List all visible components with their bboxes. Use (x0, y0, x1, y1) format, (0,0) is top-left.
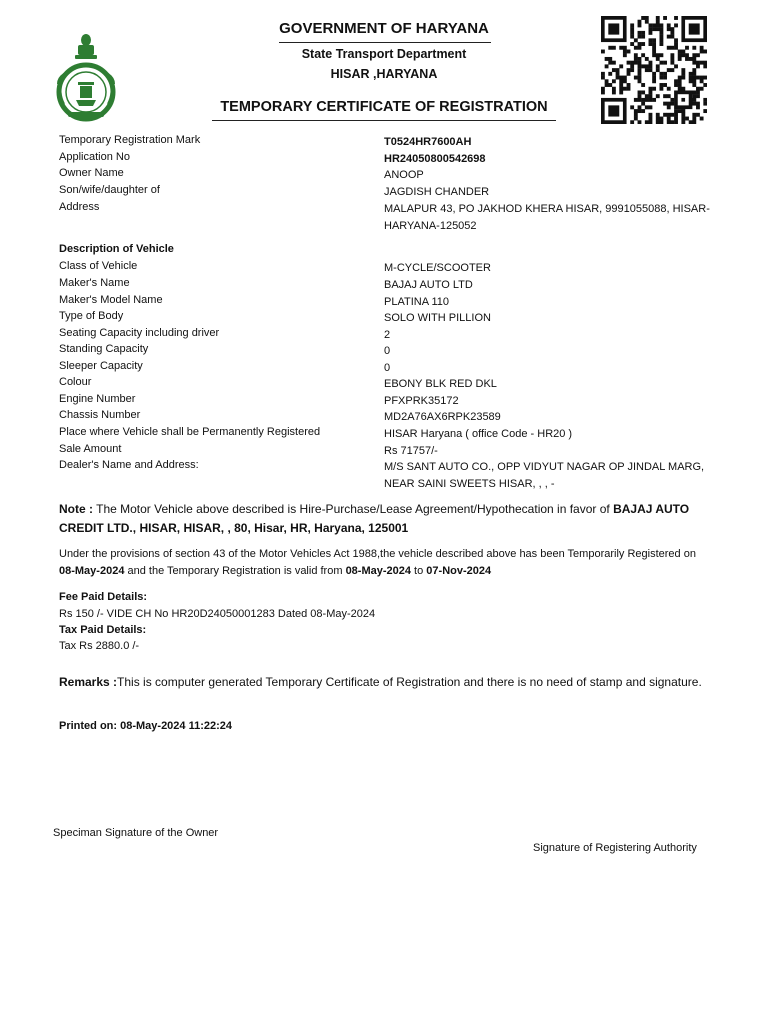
vehicle-detail-value: 0 (384, 345, 391, 357)
owner-detail-label: Application No (59, 151, 130, 163)
department-name: State Transport Department (301, 47, 467, 61)
vehicle-detail-value: PFXPRK35172 (384, 395, 459, 407)
department-city: HISAR ,HARYANA (330, 67, 438, 81)
owner-detail-label: Temporary Registration Mark (59, 134, 201, 146)
remarks-label: Remarks : (59, 675, 118, 689)
owner-detail-value: MALAPUR 43, PO JAKHOD KHERA HISAR, 9991055088, HISAR-HARYANA-125052 (384, 203, 710, 232)
vehicle-detail-label: Colour (59, 376, 92, 388)
owner-detail-value: T0524HR7600AH (384, 136, 472, 148)
printed-on: Printed on: 08-May-2024 11:22:24 (59, 720, 233, 732)
provision-text-2: and the Temporary Registration is valid from (124, 565, 346, 577)
vehicle-detail-label: Standing Capacity (59, 343, 149, 355)
valid-to-date: 07-Nov-2024 (426, 565, 492, 577)
certificate-title: TEMPORARY CERTIFICATE OF REGISTRATION (220, 99, 548, 115)
vehicle-detail-label: Maker's Name (59, 277, 130, 289)
vehicle-detail-value: EBONY BLK RED DKL (384, 378, 497, 390)
owner-detail-label: Address (59, 201, 100, 213)
vehicle-detail-value: 0 (384, 362, 391, 374)
vehicle-detail-value: Rs 71757/- (384, 445, 438, 457)
vehicle-detail-value: HISAR Haryana ( office Code - HR20 ) (384, 428, 573, 440)
vehicle-detail-label: Chassis Number (59, 409, 141, 421)
hypothecation-note (59, 500, 709, 537)
note-label: Note : (59, 502, 93, 516)
vehicle-detail-label: Sleeper Capacity (59, 360, 143, 372)
tax-paid-heading: Tax Paid Details: (59, 624, 147, 636)
haryana-emblem-icon (50, 30, 122, 122)
owner-detail-label: Owner Name (59, 167, 124, 179)
vehicle-detail-label: Type of Body (59, 310, 124, 322)
tax-paid-value: Tax Rs 2880.0 /- (59, 640, 140, 652)
fee-paid-heading: Fee Paid Details: (59, 591, 148, 603)
vehicle-detail-value: M-CYCLE/SCOOTER (384, 262, 491, 274)
registered-date: 08-May-2024 (59, 565, 125, 577)
remarks (59, 673, 709, 692)
vehicle-detail-value: SOLO WITH PILLION (384, 312, 491, 324)
title-underline (279, 42, 491, 43)
vehicle-detail-label: Sale Amount (59, 443, 122, 455)
vehicle-detail-value: M/S SANT AUTO CO., OPP VIDYUT NAGAR OP JINDAL MARG, NEAR SAINI SWEETS HISAR, , , - (384, 461, 705, 490)
registration-provision (59, 546, 709, 580)
fee-paid-value: Rs 150 /- VIDE CH No HR20D24050001283 Dated 08-May-2024 (59, 608, 376, 620)
vehicle-detail-value: MD2A76AX6RPK23589 (384, 411, 501, 423)
vehicle-detail-label: Seating Capacity including driver (59, 327, 220, 339)
vehicle-detail-value: PLATINA 110 (384, 296, 450, 308)
vehicle-description-heading: Description of Vehicle (59, 243, 174, 255)
financier-name: BAJAJ AUTO CREDIT LTD., HISAR, HISAR, , 80, Hisar, HR, Haryana, 125001 (59, 502, 690, 535)
owner-detail-value: JAGDISH CHANDER (384, 186, 490, 198)
vehicle-detail-label: Place where Vehicle shall be Permanently Registered (59, 426, 321, 438)
remarks-text: This is computer generated Temporary Certificate of Registration and there is no need of stamp and signature. (117, 675, 702, 689)
owner-detail-value: HR24050800542698 (384, 153, 486, 165)
vehicle-detail-value: 2 (384, 329, 391, 341)
vehicle-detail-value: BAJAJ AUTO LTD (384, 279, 473, 291)
government-title: GOVERNMENT OF HARYANA (279, 20, 489, 37)
valid-from-date: 08-May-2024 (345, 565, 411, 577)
vehicle-detail-label: Dealer's Name and Address: (59, 459, 199, 471)
provision-text-3: to (411, 565, 427, 577)
authority-signature-label: Signature of Registering Authority (533, 842, 697, 854)
vehicle-detail-label: Engine Number (59, 393, 136, 405)
vehicle-detail-label: Class of Vehicle (59, 260, 138, 272)
certificate-title-underline (212, 120, 556, 121)
owner-detail-label: Son/wife/daughter of (59, 184, 160, 196)
note-text: The Motor Vehicle above described is Hire-Purchase/Lease Agreement/Hypothecation in favor of (93, 502, 614, 516)
owner-detail-value: ANOOP (384, 169, 424, 181)
vehicle-detail-label: Maker's Model Name (59, 294, 163, 306)
owner-signature-label: Speciman Signature of the Owner (53, 827, 219, 839)
provision-text: Under the provisions of section 43 of the Motor Vehicles Act 1988,the vehicle described above has been Temporarily Registered on (59, 548, 696, 560)
qr-code-icon (601, 16, 707, 124)
